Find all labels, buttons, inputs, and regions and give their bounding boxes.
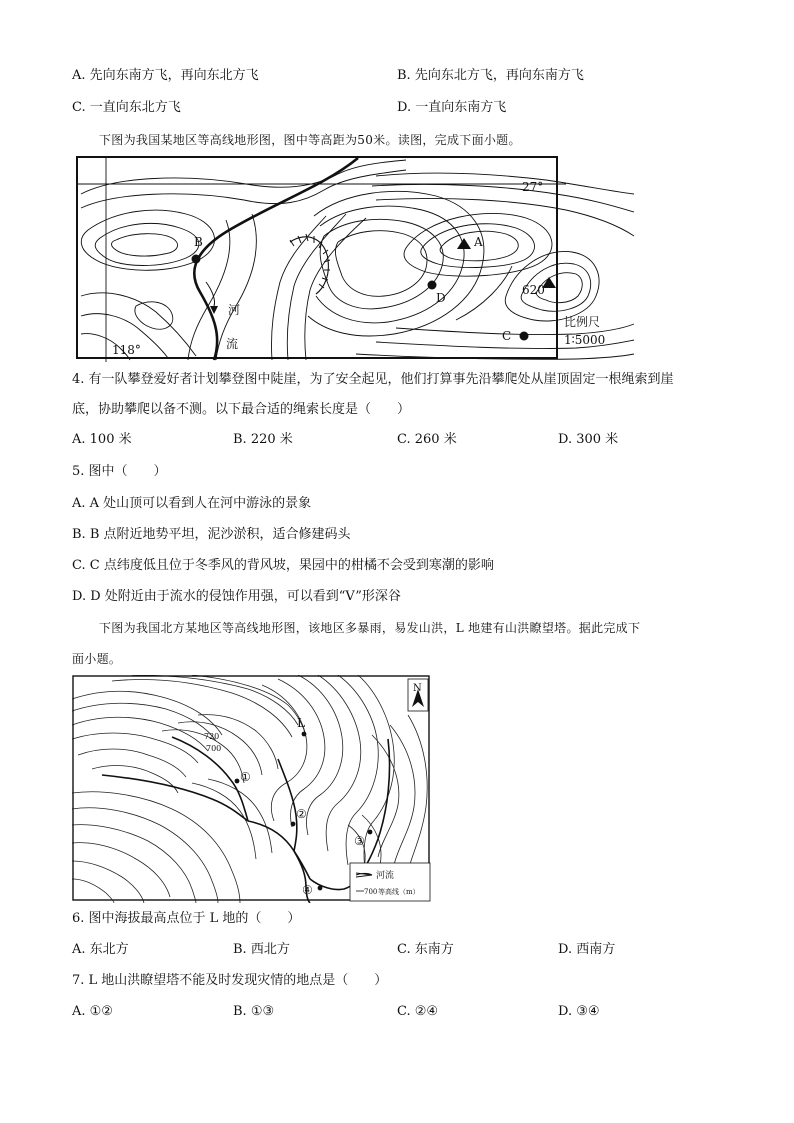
scale-title: 比例尺 bbox=[564, 315, 601, 329]
q6-option-d: D. 西南方 bbox=[558, 942, 616, 957]
elevation-label: 620 bbox=[522, 283, 545, 297]
point-l-label: L bbox=[297, 716, 305, 730]
q7-option-a: A. ①② bbox=[72, 1004, 113, 1019]
intro-paragraph-2-line2: 面小题。 bbox=[72, 652, 122, 666]
legend-contour-value: 700 bbox=[364, 888, 378, 896]
q3-option-c: C. 一直向东北方飞 bbox=[72, 100, 181, 115]
legend-river-label: 河流 bbox=[376, 871, 395, 881]
q4-option-d: D. 300 米 bbox=[558, 432, 619, 447]
q4-stem-line1: 4. 有一队攀登爱好者计划攀登图中陡崖，为了安全起见，他们打算事先沿攀爬处从崖顶固定一根绳索到崖 bbox=[72, 372, 674, 387]
q4-option-c: C. 260 米 bbox=[397, 432, 457, 447]
q5-option-b: B. B 点附近地势平坦，泥沙淤积，适合修建码头 bbox=[72, 527, 351, 542]
legend-contour-label: 等高线（m） bbox=[378, 888, 420, 896]
river-label-1: 河 bbox=[228, 303, 241, 317]
contour-map-2 bbox=[72, 675, 432, 903]
contour-700-label: 700 bbox=[206, 744, 222, 753]
longitude-label: 118° bbox=[112, 343, 141, 357]
scale-value: 1∶5000 bbox=[564, 333, 606, 347]
marker-2-label: ② bbox=[296, 807, 307, 821]
contour-map-1 bbox=[76, 156, 636, 362]
q5-option-a: A. A 处山顶可以看到人在河中游泳的景象 bbox=[72, 496, 312, 511]
north-label: N bbox=[413, 683, 422, 694]
q6-option-b: B. 西北方 bbox=[233, 942, 290, 957]
point-c-label: C bbox=[502, 329, 512, 343]
q6-option-c: C. 东南方 bbox=[397, 942, 454, 957]
q3-option-d: D. 一直向东南方飞 bbox=[397, 100, 507, 115]
marker-4-label: ④ bbox=[302, 883, 313, 897]
point-d-label: D bbox=[436, 291, 446, 305]
marker-3-label: ③ bbox=[354, 834, 365, 848]
q7-option-b: B. ①③ bbox=[233, 1004, 275, 1019]
q6-stem: 6. 图中海拔最高点位于 L 地的（ ） bbox=[72, 911, 301, 926]
q4-stem-line2: 底，协助攀爬以备不测。以下最合适的绳索长度是（ ） bbox=[72, 402, 411, 417]
q7-stem: 7. L 地山洪瞭望塔不能及时发现灾情的地点是（ ） bbox=[72, 973, 388, 988]
point-a-label: A bbox=[474, 235, 483, 249]
river-label-2: 流 bbox=[226, 337, 239, 351]
q5-option-d: D. D 处附近由于流水的侵蚀作用强，可以看到“V”形深谷 bbox=[72, 589, 401, 604]
q7-option-c: C. ②④ bbox=[397, 1004, 439, 1019]
intro-paragraph-2-line1: 下图为我国北方某地区等高线地形图，该地区多暴雨，易发山洪，L 地建有山洪瞭望塔。据此完成下 bbox=[99, 621, 641, 635]
q4-option-a: A. 100 米 bbox=[72, 432, 132, 447]
q7-option-d: D. ③④ bbox=[558, 1004, 600, 1019]
marker-1-label: ① bbox=[240, 770, 251, 784]
latitude-label: 27° bbox=[522, 180, 544, 194]
q5-stem: 5. 图中（ ） bbox=[72, 464, 167, 479]
q3-option-a: A. 先向东南方飞，再向东北方飞 bbox=[72, 68, 259, 83]
q6-option-a: A. 东北方 bbox=[72, 942, 129, 957]
intro-paragraph-1: 下图为我国某地区等高线地形图，图中等高距为50米。读图，完成下面小题。 bbox=[99, 133, 521, 147]
q3-option-b: B. 先向东北方飞，再向东南方飞 bbox=[397, 68, 584, 83]
q4-option-b: B. 220 米 bbox=[233, 432, 293, 447]
q5-option-c: C. C 点纬度低且位于冬季风的背风坡，果园中的柑橘不会受到寒潮的影响 bbox=[72, 558, 494, 573]
point-b-label: B bbox=[194, 235, 203, 249]
contour-720-label: 720 bbox=[204, 732, 220, 741]
